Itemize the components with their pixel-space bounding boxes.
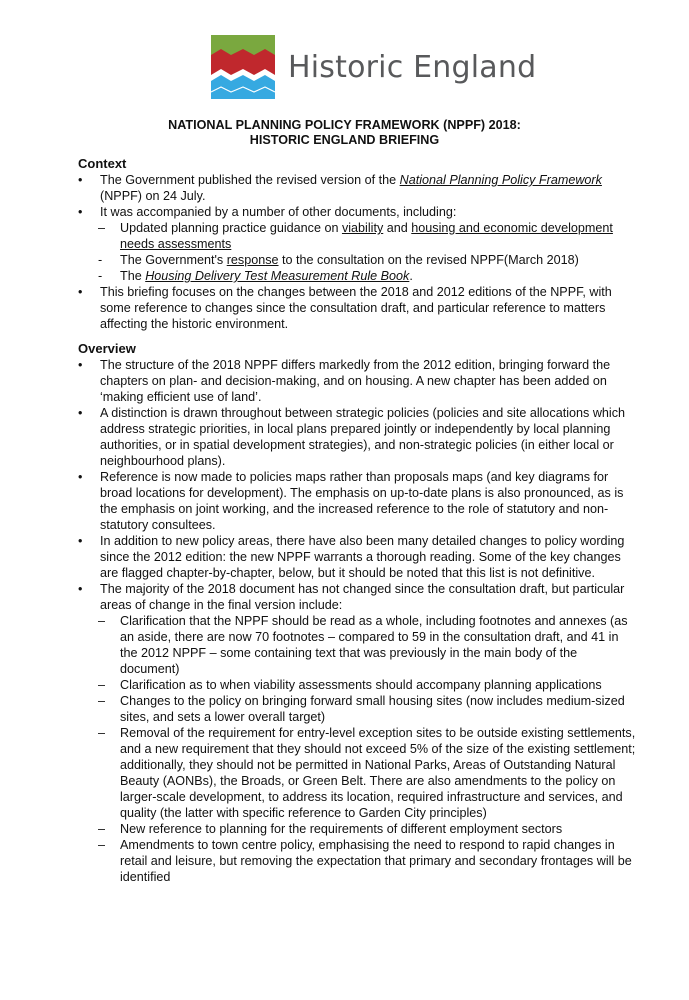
dash-icon: - bbox=[98, 269, 103, 283]
historic-england-logo-icon bbox=[211, 35, 275, 99]
bullet-icon: • bbox=[78, 358, 83, 372]
overview-list bbox=[78, 357, 638, 885]
list-item: – Changes to the policy on bringing forward small housing sites (now includes medium-sized sites, and sets a lower overall target) bbox=[98, 694, 625, 724]
list-item: • In addition to new policy areas, there have also been many detailed changes to policy wording since the 2012 edition: the new NPPF warrants a thorough reading. Some of the key changes are flagged chapter-by-chapter, below, but it should be noted that this list is not definitive. bbox=[78, 534, 625, 580]
bullet-icon: • bbox=[78, 470, 83, 484]
list-item: • The majority of the 2018 document has not changed since the consultation draft, but particular areas of change in the final version include: – Clarification that the NPPF should be read as a whole, including footnotes and annexes (as an aside, there are now 70 footnotes – compared to 59 in the consultation draft, and 41 in the 2012 NPPF – some containing text that was previously in the main body of the document) – Clarification as to when viability assessments should accompany planning applications – Changes to the policy on bringing forward small housing sites (now includes medium-sized sites, and sets a lower overall target) – Removal of the requirement for entry-level exception sites to be outside existing settlements, and a new requirement that they should not exceed 5% of the size of the existing settlement; additionally, they should not be permitted in National Parks, Areas of Outstanding Natural Beauty (AONBs), the Broads, or Green Belt. There are also amendments to the policy on larger-scale development, to address its location, required infrastructure and services, and quality (the latter with specific reference to Garden City principles) – New reference to planning for the requirements of different employment sectors – Amendments to town centre policy, emphasising the need to respond to rapid changes in retail and leisure, but removing the expectation that primary and secondary frontages will be identified bbox=[78, 581, 638, 885]
logo-wordmark: Historic England bbox=[288, 49, 537, 85]
dash-icon: – bbox=[98, 838, 106, 852]
viability-link[interactable]: viability bbox=[341, 221, 384, 235]
accompanying-documents-list bbox=[78, 220, 638, 284]
list-item: – New reference to planning for the requirements of different employment sectors bbox=[98, 822, 563, 836]
list-item: – Clarification that the NPPF should be read as a whole, including footnotes and annexes (as an aside, there are now 70 footnotes – compared to 59 in the consultation draft, and 41 in the 2012 NPPF – some containing text that was previously in the main body of the document) bbox=[98, 614, 628, 676]
response-link[interactable]: response bbox=[226, 253, 279, 267]
list-item: • This briefing focuses on the changes between the 2018 and 2012 editions of the NPPF, with some reference to changes since the consultation draft, and particular reference to matters affecting the historic environment. bbox=[78, 285, 612, 331]
nppf-link[interactable]: National Planning Policy Framework bbox=[399, 173, 602, 187]
dash-icon: – bbox=[98, 694, 106, 708]
dash-icon: – bbox=[98, 822, 106, 836]
bullet-icon: • bbox=[78, 285, 83, 299]
list-item: • Reference is now made to policies maps rather than proposals maps (and key diagrams for broad locations for development). The emphasis on up-to-date plans is also pronounced, as is the emphasis on joint working, and the increased reference to the role of statutory and non-statutory consultees. bbox=[78, 470, 624, 532]
overview-heading: Overview bbox=[78, 341, 136, 356]
context-heading: Context bbox=[78, 156, 127, 171]
bullet-icon: • bbox=[78, 582, 83, 596]
title-line-1: NATIONAL PLANNING POLICY FRAMEWORK (NPPF) 2018: bbox=[168, 118, 521, 132]
page-title bbox=[0, 118, 689, 148]
list-item: • The Government published the revised version of the National Planning Policy Framework (NPPF) on 24 July. bbox=[78, 173, 602, 203]
dash-icon: - bbox=[98, 253, 103, 267]
housing-economic-needs-link[interactable]: housing and economic development needs assessments bbox=[120, 221, 613, 251]
title-line-2: HISTORIC ENGLAND BRIEFING bbox=[249, 133, 440, 147]
list-item: - The Government's response to the consultation on the revised NPPF(March 2018) bbox=[98, 253, 579, 267]
bullet-icon: • bbox=[78, 406, 83, 420]
list-item: - The Housing Delivery Test Measurement Rule Book. bbox=[98, 269, 413, 283]
dash-icon: – bbox=[98, 614, 106, 628]
list-item: • The structure of the 2018 NPPF differs markedly from the 2012 edition, bringing forward the chapters on plan- and decision-making, and on housing. A new chapter has been added on ‘making efficient use of land’. bbox=[78, 358, 611, 404]
dash-icon: – bbox=[98, 726, 106, 740]
document-body bbox=[78, 156, 638, 885]
bullet-icon: • bbox=[78, 173, 83, 187]
context-list bbox=[78, 172, 638, 332]
bullet-icon: • bbox=[78, 534, 83, 548]
list-item: – Amendments to town centre policy, emphasising the need to respond to rapid changes in retail and leisure, but removing the expectation that primary and secondary frontages will be identified bbox=[98, 838, 632, 884]
dash-icon: – bbox=[98, 678, 106, 692]
changes-list bbox=[78, 613, 638, 885]
bullet-icon: • bbox=[78, 205, 83, 219]
list-item: – Updated planning practice guidance on viability and housing and economic development needs assessments bbox=[98, 221, 613, 251]
list-item: – Clarification as to when viability assessments should accompany planning applications bbox=[98, 678, 602, 692]
housing-delivery-test-link[interactable]: Housing Delivery Test Measurement Rule Book bbox=[145, 269, 410, 283]
list-item: • It was accompanied by a number of other documents, including: – Updated planning practice guidance on viability and housing and economic development needs assessments - The Government's response to the consultation on the revised NPPF(March 2018) - The Housing Delivery Test Measurement Rule Book. bbox=[78, 204, 638, 284]
list-item: • A distinction is drawn throughout between strategic policies (policies and site allocations which address strategic priorities, in local plans prepared jointly or independently by local planning authorities, or in spatial development strategies), and non-strategic policies (in either local or neighbourhood plans). bbox=[78, 406, 626, 468]
historic-england-logo bbox=[211, 35, 536, 99]
list-item: – Removal of the requirement for entry-level exception sites to be outside existing settlements, and a new requirement that they should not exceed 5% of the size of the existing settlement; additionally, they should not be permitted in National Parks, Areas of Outstanding Natural Beauty (AONBs), the Broads, or Green Belt. There are also amendments to the policy on larger-scale development, to address its location, required infrastructure and services, and quality (the latter with specific reference to Garden City principles) bbox=[98, 726, 636, 820]
dash-icon: – bbox=[98, 221, 106, 235]
